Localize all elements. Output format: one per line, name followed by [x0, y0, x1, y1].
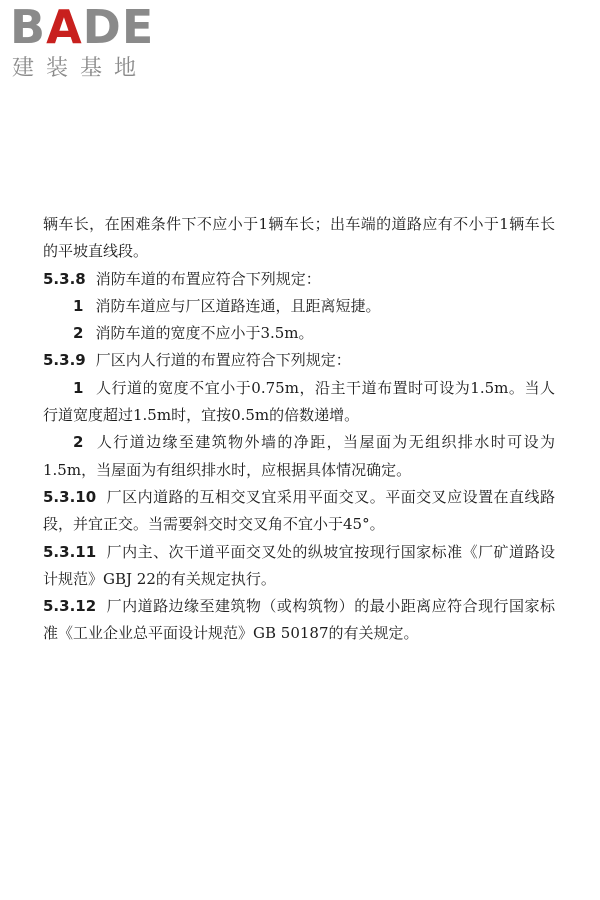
clause-text: 厂区内道路的互相交叉宜采用平面交叉。平面交叉应设置在直线路段，并宜正交。当需要斜交时交叉角不宜小于45°。 — [43, 487, 555, 534]
clause-number: 5.3.10 — [43, 487, 97, 506]
clause-paragraph — [43, 484, 555, 539]
site-logo — [10, 0, 185, 82]
item-number: 1 — [73, 296, 84, 315]
clause-text: 厂内道路边缘至建筑物（或构筑物）的最小距离应符合现行国家标准《工业企业总平面设计规范》GB 50187的有关规定。 — [43, 597, 555, 643]
list-item — [43, 375, 555, 430]
clause-number: 5.3.9 — [43, 351, 86, 370]
logo-letter: B — [10, 0, 47, 54]
clause-paragraph — [43, 593, 555, 648]
list-item — [43, 429, 555, 484]
item-text: 人行道边缘至建筑物外墙的净距，当屋面为无组织排水时可设为1.5m，当屋面为有组织排水时，应根据具体情况确定。 — [43, 433, 555, 479]
logo-letters: DE — [82, 0, 155, 54]
clause-text: 厂区内人行道的布置应符合下列规定： — [95, 351, 351, 370]
item-number: 2 — [73, 324, 84, 343]
clause-text: 厂内主、次干道平面交叉处的纵坡宜按现行国家标准《厂矿道路设计规范》GBJ 22的有关规定执行。 — [43, 542, 555, 588]
list-item — [43, 320, 555, 347]
clause-paragraph — [43, 347, 555, 374]
body-paragraph — [43, 211, 555, 266]
item-text: 人行道的宽度不宜小于0.75m，沿主干道布置时可设为1.5m。当人行道宽度超过1.5m时，宜按0.5m的倍数递增。 — [43, 378, 555, 425]
logo-letter-accent: A — [46, 0, 83, 54]
item-text: 消防车道应与厂区道路连通，且距离短捷。 — [95, 296, 381, 315]
clause-paragraph — [43, 266, 555, 293]
item-number: 2 — [73, 433, 84, 452]
logo-wordmark — [10, 0, 185, 54]
logo-subtitle: 建装基地 — [12, 56, 149, 81]
clause-number: 5.3.8 — [43, 269, 86, 288]
clause-number: 5.3.12 — [43, 597, 97, 616]
paragraph-text: 辆车长，在困难条件下不应小于1辆车长；出车端的道路应有不小于1辆车长的平坡直线段。 — [43, 215, 555, 261]
list-item — [43, 293, 555, 320]
clause-text: 消防车道的布置应符合下列规定： — [95, 269, 321, 288]
item-text: 消防车道的宽度不应小于3.5m。 — [95, 324, 314, 343]
document-body — [43, 211, 555, 648]
clause-number: 5.3.11 — [43, 542, 97, 561]
item-number: 1 — [73, 378, 84, 397]
clause-paragraph — [43, 539, 555, 594]
